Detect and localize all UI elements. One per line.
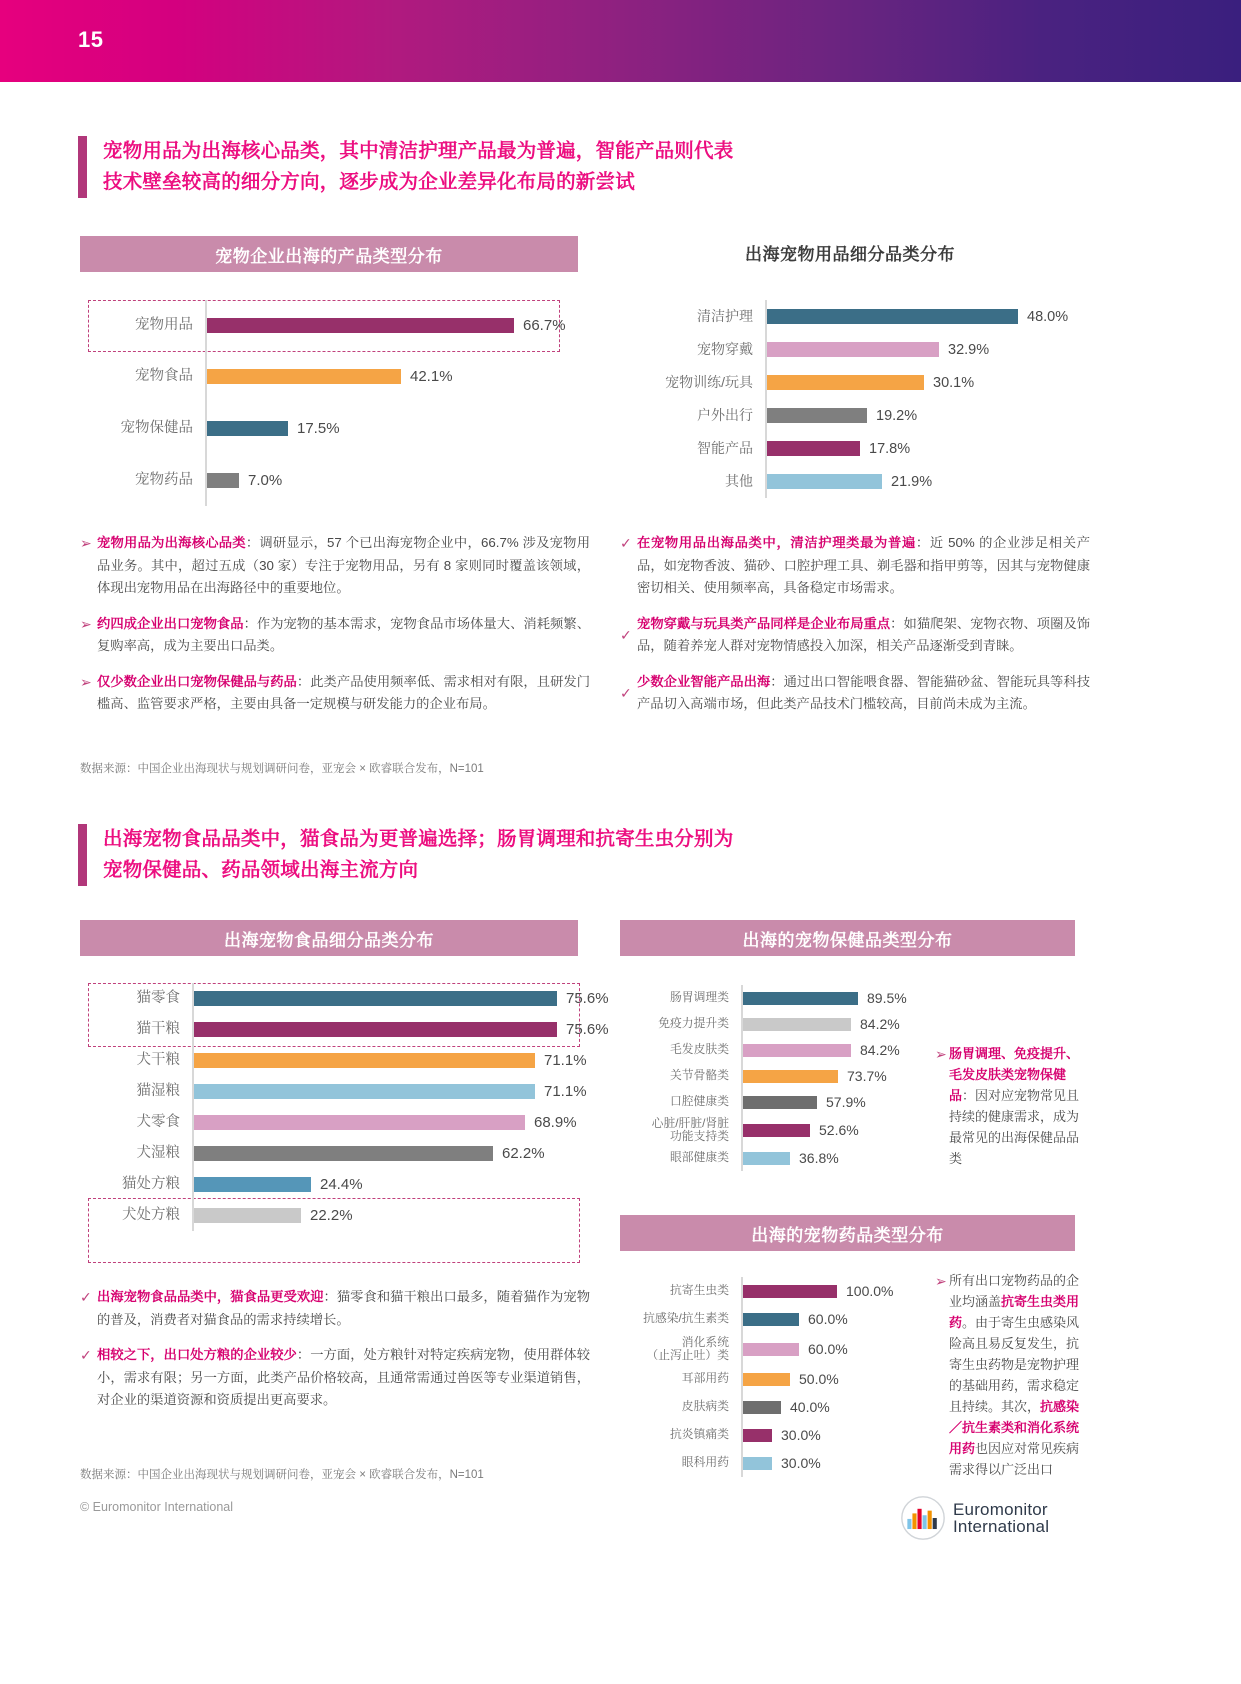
bullet-marker-check-icon: ✓ — [620, 685, 632, 701]
chart-row — [620, 333, 1080, 366]
bar-value: 75.6% — [566, 990, 609, 1007]
bar-value: 57.9% — [826, 1094, 866, 1110]
chart-row — [626, 1089, 941, 1115]
bar-track — [741, 1037, 941, 1063]
bar — [743, 1096, 817, 1109]
bar — [743, 1457, 772, 1470]
bar-value: 62.2% — [502, 1145, 545, 1162]
bar-label: 猫干粮 — [136, 1021, 180, 1038]
bar-label: 抗寄生虫类 — [670, 1283, 729, 1298]
bullet-marker-check-icon: ✓ — [80, 1347, 92, 1363]
bullet-highlight-1: 抗寄生虫类用药 — [949, 1294, 1080, 1330]
bar-label: 眼科用药 — [681, 1455, 729, 1470]
bar-track — [741, 1393, 941, 1421]
bullet-body: ：调研显示，57 个已出海宠物企业中，66.7% 涉及宠物用品业务。其中，超过五成（30 家）专注于宠物用品，另有 8 家则同时覆盖该领域，体现出宠物用品在出海路径中的重要地位。 — [97, 535, 591, 595]
bullet-marker-arrow-icon: ➢ — [80, 673, 92, 690]
chart-row — [626, 1449, 941, 1477]
bullet-body: ：近 50% 的企业涉足相关产品，如宠物香波、猫砂、口腔护理工具、剃毛器和指甲剪等，因其与宠物健康密切相关、使用频率高，具备稳定市场需求。 — [637, 535, 1090, 595]
bullet-text — [97, 1344, 590, 1412]
bar-label: 宠物食品 — [135, 367, 193, 384]
chart-row — [626, 1333, 941, 1365]
chart-row — [88, 1045, 588, 1076]
bar-label: 肠胃调理类 — [670, 990, 729, 1005]
chart-row — [626, 1063, 941, 1089]
bullet-marker-check-icon: ✓ — [620, 627, 632, 643]
bar — [194, 1177, 311, 1192]
chart-banner-health-types: 出海的宠物保健品类型分布 — [620, 920, 1075, 956]
bar — [743, 1070, 838, 1083]
chart-row — [620, 366, 1080, 399]
bar-value: 100.0% — [846, 1283, 894, 1299]
bar-label: 心脏/肝脏/肾脏 功能支持类 — [651, 1116, 729, 1143]
bar-value: 40.0% — [790, 1399, 830, 1415]
bar-value: 30.0% — [781, 1455, 821, 1471]
bar-value: 75.6% — [566, 1021, 609, 1038]
bullet-lead: 相较之下，出口处方粮的企业较少 — [97, 1347, 297, 1362]
bar-track — [741, 985, 941, 1011]
bar-label: 猫零食 — [136, 990, 180, 1007]
bar-label: 清洁护理 — [697, 308, 753, 325]
bar-label: 猫湿粮 — [136, 1083, 180, 1100]
bar-track — [192, 1169, 588, 1200]
bar — [743, 1429, 772, 1442]
bar — [194, 1053, 535, 1068]
euromonitor-wordmark — [953, 1501, 1049, 1535]
bar — [194, 1115, 525, 1130]
bar-value: 42.1% — [410, 367, 453, 385]
bar — [743, 1285, 837, 1298]
section2-bullet-medicine — [935, 1270, 1090, 1493]
section1-headline — [78, 136, 978, 198]
bullet-item — [80, 532, 590, 600]
chart-row — [626, 985, 941, 1011]
bullet-marker-arrow-icon: ➢ — [935, 1273, 947, 1289]
bar-track — [205, 402, 588, 454]
chart-row — [626, 1305, 941, 1333]
bullet-marker-check-icon: ✓ — [80, 1289, 92, 1305]
bullet-item — [935, 1043, 1085, 1169]
bar-value: 19.2% — [876, 407, 918, 424]
chart-row — [88, 1138, 588, 1169]
bullet-marker-check-icon: ✓ — [620, 535, 632, 551]
bullet-text — [97, 613, 590, 658]
bullet-text — [97, 532, 590, 600]
bar-label: 其他 — [725, 473, 753, 490]
bar-label: 抗感染/抗生素类 — [643, 1311, 729, 1326]
bar-track — [765, 399, 1080, 432]
bar — [767, 375, 924, 390]
bar-track — [765, 465, 1080, 498]
bullet-lead: 宠物穿戴与玩具类产品同样是企业布局重点 — [637, 615, 891, 631]
chart-row — [88, 300, 588, 350]
bar-value: 73.7% — [847, 1068, 887, 1084]
bullet-body: ：作为宠物的基本需求，宠物食品市场体量大、消耗频繁、复购率高，成为主要出口品类。 — [97, 615, 591, 653]
chart-row — [88, 1200, 588, 1231]
chart-row — [88, 1169, 588, 1200]
bar-value: 50.0% — [799, 1371, 839, 1387]
chart-row — [620, 300, 1080, 333]
section1-headline-text — [103, 136, 733, 198]
bullet-item — [80, 671, 590, 716]
bar-track — [205, 454, 588, 506]
bar — [194, 1022, 557, 1037]
chart-food-subcategories — [88, 983, 609, 1263]
bar-label: 耳部用药 — [681, 1371, 729, 1386]
bar-value: 36.8% — [799, 1150, 839, 1166]
bar — [194, 1084, 535, 1099]
bullet-body: ：如猫爬架、宠物衣物、项圈及饰品，随着养宠人群对宠物情感投入加深，相关产品逐渐受到青睐。 — [637, 615, 1091, 653]
bar-value: 32.9% — [948, 341, 990, 358]
bar-track — [741, 1333, 941, 1365]
bar — [194, 1146, 493, 1161]
bar — [767, 474, 882, 489]
bar-label: 抗炎镇痛类 — [670, 1427, 729, 1442]
copyright-notice: © Euromonitor International — [80, 1500, 234, 1514]
bar — [743, 1152, 790, 1165]
bar-value: 71.1% — [544, 1083, 587, 1100]
bar-track — [741, 1089, 941, 1115]
bar — [743, 1044, 851, 1057]
chart-supplies-subcategories — [620, 300, 1080, 515]
bar-label: 宠物训练/玩具 — [665, 374, 753, 391]
section2-headline — [78, 824, 978, 886]
bar-label: 毛发皮肤类 — [670, 1042, 729, 1057]
chart-row — [88, 402, 588, 454]
chart-row — [626, 1011, 941, 1037]
bar-label: 宠物药品 — [135, 471, 193, 488]
bar-track — [765, 366, 1080, 399]
bar-label: 消化系统 （止泻止吐）类 — [646, 1335, 729, 1362]
bar-value: 60.0% — [808, 1341, 848, 1357]
bullet-body: ：猫零食和猫干粮出口最多，随着猫作为宠物的普及，消费者对猫食品的需求持续增长。 — [97, 1289, 591, 1327]
bullet-text — [949, 1043, 1085, 1169]
bar-label: 猫处方粮 — [122, 1176, 180, 1193]
chart-banner-product-types: 宠物企业出海的产品类型分布 — [80, 236, 578, 272]
chart-product-types — [88, 300, 588, 510]
bar — [767, 408, 867, 423]
bullet-lead: 在宠物用品出海品类中，清洁护理类最为普遍 — [637, 535, 916, 550]
bullet-body: ：通过出口智能喂食器、智能猫砂盆、智能玩具等科技产品切入高端市场，但此类产品技术门槛较高，目前尚未成为主流。 — [637, 673, 1091, 711]
bar-track — [205, 300, 588, 350]
section2-bullets-food — [80, 1286, 590, 1425]
bar-value: 60.0% — [808, 1311, 848, 1327]
bar-track — [765, 300, 1080, 333]
bar-label: 户外出行 — [697, 407, 753, 424]
chart-row — [626, 1365, 941, 1393]
chart-health-types — [626, 985, 941, 1166]
bullet-marker-arrow-icon: ➢ — [80, 615, 92, 632]
bar-track — [192, 1014, 609, 1045]
bullet-item — [935, 1270, 1090, 1480]
headline-accent-bar — [78, 824, 87, 886]
bullet-text — [949, 1270, 1090, 1480]
bar-label: 智能产品 — [697, 440, 753, 457]
bar-label: 皮肤病类 — [681, 1399, 729, 1414]
bar — [743, 1373, 790, 1386]
bar-track — [765, 333, 1080, 366]
chart-row — [88, 983, 609, 1014]
bullet-text — [637, 671, 1090, 716]
bullet-item — [620, 671, 1090, 716]
bullet-body: ：因对应宠物常见且持续的健康需求，成为最常见的出海保健品品类 — [949, 1088, 1080, 1166]
bullet-marker-arrow-icon: ➢ — [80, 535, 92, 551]
section1-headline-line2: 技术壁垒较高的细分方向，逐步成为企业差异化布局的新尝试 — [103, 171, 635, 193]
bar — [743, 1401, 781, 1414]
logo-line-1: Euromonitor — [953, 1500, 1048, 1519]
logo-line-2: International — [953, 1517, 1050, 1536]
bullet-lead: 肠胃调理、免疫提升、毛发皮肤类宠物保健品 — [949, 1046, 1080, 1103]
bullet-highlight-2: 抗感染／抗生素类和消化系统用药 — [949, 1399, 1080, 1456]
bar — [207, 369, 401, 384]
euromonitor-mark-icon — [900, 1495, 946, 1541]
bar-label: 犬零食 — [136, 1114, 180, 1131]
chart-medicine-types — [626, 1277, 941, 1471]
bar-value: 17.5% — [297, 419, 340, 437]
chart-row — [88, 1076, 588, 1107]
section2-headline-text — [103, 824, 733, 886]
bar-label: 口腔健康类 — [670, 1094, 729, 1109]
section2-headline-line1: 出海宠物食品品类中，猫食品为更普遍选择；肠胃调理和抗寄生虫分别为 — [103, 828, 734, 850]
section2-bullet-health — [935, 1043, 1085, 1182]
bar-value: 84.2% — [860, 1016, 900, 1032]
chart-row — [626, 1277, 941, 1305]
bar — [743, 1124, 810, 1137]
chart-row — [626, 1145, 941, 1171]
bullet-item — [80, 1344, 590, 1412]
bar-label: 犬干粮 — [136, 1052, 180, 1069]
chart-row — [88, 1014, 609, 1045]
bar-value: 89.5% — [867, 990, 907, 1006]
bar-value: 7.0% — [248, 471, 283, 489]
bar-track — [741, 1277, 941, 1305]
bar-track — [741, 1421, 941, 1449]
bar-value: 71.1% — [544, 1052, 587, 1069]
bar-label: 眼部健康类 — [670, 1150, 729, 1165]
bullet-text — [637, 532, 1090, 600]
page-number: 15 — [78, 27, 104, 52]
bar — [194, 991, 557, 1006]
euromonitor-logo — [900, 1495, 1049, 1541]
bullet-text — [637, 613, 1090, 658]
bar-label: 犬湿粮 — [136, 1145, 180, 1162]
chart-row — [88, 454, 588, 506]
bar-value: 17.8% — [869, 440, 911, 457]
chart-title-supplies-subcategories: 出海宠物用品细分品类分布 — [745, 245, 955, 264]
chart-row — [626, 1421, 941, 1449]
bullet-body: ：一方面，处方粮针对特定疾病宠物，使用群体较小，需求有限；另一方面，此类产品价格较高，且通常需通过兽医等专业渠道销售，对企业的渠道资源和资质提出更高要求。 — [97, 1347, 591, 1407]
chart-row — [88, 1107, 588, 1138]
bar — [743, 1018, 851, 1031]
headline-accent-bar — [78, 136, 87, 198]
bar-track — [741, 1145, 941, 1171]
bullet-lead: 约四成企业出口宠物食品 — [97, 615, 244, 631]
bar-value: 24.4% — [320, 1176, 363, 1193]
section2-headline-line2: 宠物保健品、药品领域出海主流方向 — [103, 859, 419, 881]
bar — [207, 473, 239, 488]
bar-track — [192, 1045, 588, 1076]
section1-headline-line1: 宠物用品为出海核心品类，其中清洁护理产品最为普遍，智能产品则代表 — [103, 140, 734, 162]
bar — [767, 309, 1018, 324]
bullet-marker-arrow-icon: ➢ — [935, 1046, 947, 1062]
bullet-item — [80, 613, 590, 658]
chart-row — [620, 399, 1080, 432]
bar-value: 30.0% — [781, 1427, 821, 1443]
bullet-text — [97, 1286, 590, 1331]
bar-label: 犬处方粮 — [122, 1207, 180, 1224]
bar — [207, 421, 288, 436]
bullet-lead: 出海宠物食品品类中，猫食品更受欢迎 — [97, 1289, 324, 1304]
bar-track — [741, 1063, 941, 1089]
bar-value: 22.2% — [310, 1207, 353, 1224]
bullet-part2: 。由于寄生虫感染风险高且易反复发生，抗寄生虫药物是宠物护理的基础用药，需求稳定且持续。其次， — [949, 1315, 1080, 1414]
section1-bullets-right — [620, 532, 1090, 729]
bullet-body: ：此类产品使用频率低、需求相对有限，且研发门槛高、监管要求严格，主要由具备一定规模与研发能力的企业布局。 — [97, 673, 591, 711]
bullet-part1: 所有出口宠物药品的企业均涵盖 — [949, 1273, 1080, 1309]
bar-value: 52.6% — [819, 1122, 859, 1138]
bar-track — [192, 1107, 588, 1138]
section1-bullets-left — [80, 532, 590, 729]
chart-row — [620, 432, 1080, 465]
bullet-text — [97, 671, 590, 716]
bar-value: 68.9% — [534, 1114, 577, 1131]
chart-row — [88, 350, 588, 402]
chart-row — [626, 1393, 941, 1421]
bar-track — [192, 1076, 588, 1107]
bullet-lead: 仅少数企业出口宠物保健品与药品 — [97, 673, 297, 689]
chart-row — [626, 1037, 941, 1063]
bullet-part3: 也因应对常见疾病需求得以广泛出口 — [949, 1441, 1080, 1477]
bar-label: 宠物穿戴 — [697, 341, 753, 358]
bar-track — [741, 1011, 941, 1037]
bar-track — [192, 1200, 588, 1231]
bar-label: 宠物保健品 — [120, 419, 193, 436]
chart-row — [620, 465, 1080, 498]
bar — [767, 441, 860, 456]
bar-value: 84.2% — [860, 1042, 900, 1058]
bar — [743, 1343, 799, 1356]
bar — [767, 342, 939, 357]
bar-value: 30.1% — [933, 374, 975, 391]
page-header-band — [0, 0, 1241, 82]
bar-track — [205, 350, 588, 402]
bullet-lead: 宠物用品为出海核心品类 — [97, 535, 246, 550]
bar-value: 21.9% — [891, 473, 933, 490]
bar-track — [741, 1115, 941, 1145]
chart-banner-food-subcategories: 出海宠物食品细分品类分布 — [80, 920, 578, 956]
bar-label: 免疫力提升类 — [658, 1016, 729, 1031]
bar — [743, 992, 858, 1005]
bar-track — [741, 1365, 941, 1393]
bar-label: 关节骨骼类 — [670, 1068, 729, 1083]
bullet-item — [620, 613, 1090, 658]
bar-track — [741, 1305, 941, 1333]
bar — [194, 1208, 301, 1223]
bar-label: 宠物用品 — [135, 316, 193, 333]
bullet-item — [80, 1286, 590, 1331]
bar-track — [192, 1138, 588, 1169]
bullet-item — [620, 532, 1090, 600]
bar-track — [765, 432, 1080, 465]
chart-row — [626, 1115, 941, 1145]
section1-source-note: 数据来源：中国企业出海现状与规划调研问卷，亚宠会 × 欧睿联合发布，N=101 — [80, 763, 484, 775]
chart-banner-medicine-types: 出海的宠物药品类型分布 — [620, 1215, 1075, 1251]
bar-track — [192, 983, 609, 1014]
section2-source-note: 数据来源：中国企业出海现状与规划调研问卷，亚宠会 × 欧睿联合发布，N=101 — [80, 1469, 484, 1481]
bar-track — [741, 1449, 941, 1477]
bar — [207, 318, 514, 333]
bar-value: 48.0% — [1027, 308, 1069, 325]
bar — [743, 1313, 799, 1326]
bar-value: 66.7% — [523, 316, 566, 334]
bullet-lead: 少数企业智能产品出海 — [637, 673, 771, 689]
